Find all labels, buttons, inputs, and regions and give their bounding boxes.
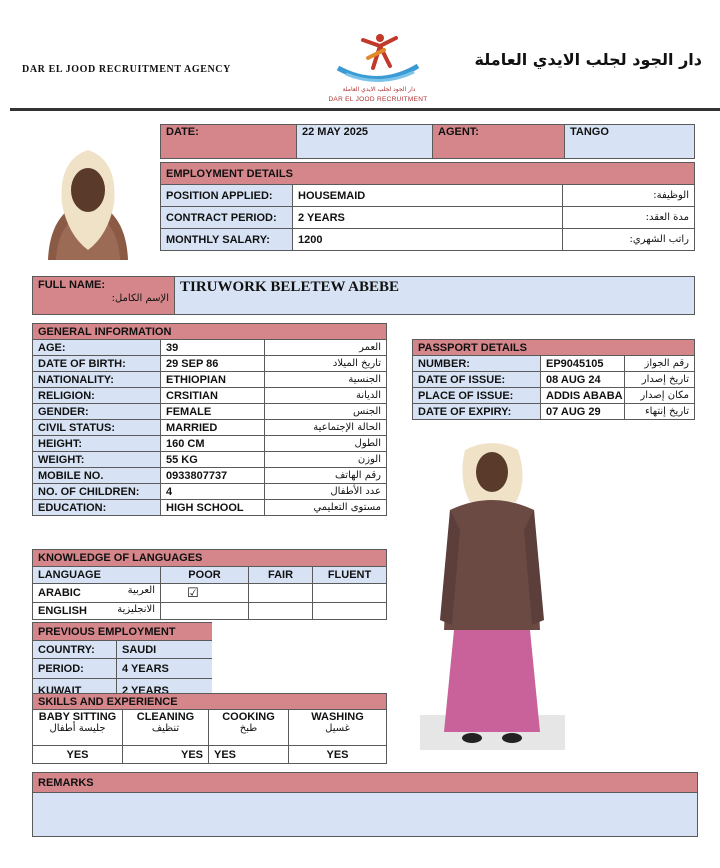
passport-row-value: ADDIS ABABA — [541, 388, 625, 404]
general-info-row-label: EDUCATION: — [33, 500, 161, 516]
logo-text-arabic: دار الجود لجلب الايدي العاملة — [342, 86, 416, 93]
full-body-photo — [420, 440, 565, 750]
skill-cooking-value: YES — [209, 746, 289, 764]
language-name-arabic: ARABIC — [38, 587, 81, 599]
previous-employment-title: PREVIOUS EMPLOYMENT — [33, 623, 213, 641]
previous-country2-value: 2 YEARS — [117, 679, 213, 694]
english-poor-cell — [161, 603, 249, 620]
salary-value: 1200 — [293, 229, 563, 251]
passport-details-title: PASSPORT DETAILS — [413, 340, 695, 356]
date-label: DATE: — [161, 125, 297, 159]
passport-row-value: EP9045105 — [541, 356, 625, 372]
general-info-row-label-ar: الديانة — [265, 388, 387, 404]
passport-row-label: PLACE OF ISSUE: — [413, 388, 541, 404]
skill-cleaning-label-ar: تنظيف — [151, 723, 180, 734]
general-info-row-label: HEIGHT: — [33, 436, 161, 452]
full-name-table — [32, 276, 695, 315]
general-info-row-value: 160 CM — [161, 436, 265, 452]
general-info-row-value: 55 KG — [161, 452, 265, 468]
passport-details-table — [412, 339, 695, 420]
general-info-row-value: 29 SEP 86 — [161, 356, 265, 372]
general-info-row-label: RELIGION: — [33, 388, 161, 404]
general-info-row-label-ar: الوزن — [265, 452, 387, 468]
skill-babysitting-label: BABY SITTING — [38, 711, 117, 723]
remarks-title: REMARKS — [33, 773, 698, 793]
general-information-title: GENERAL INFORMATION — [33, 324, 387, 340]
contract-label-ar: مدة العقد: — [563, 207, 695, 229]
contract-label: CONTRACT PERIOD: — [161, 207, 293, 229]
languages-table — [32, 549, 387, 620]
passport-row-value: 07 AUG 29 — [541, 404, 625, 420]
general-info-row-value: HIGH SCHOOL — [161, 500, 265, 516]
skill-cleaning-label: CLEANING — [136, 711, 195, 723]
arabic-fair-cell — [249, 584, 313, 603]
arabic-fluent-cell — [313, 584, 387, 603]
skill-cleaning-value: YES — [123, 746, 209, 764]
position-label-ar: الوظيفة: — [563, 185, 695, 207]
passport-row-label: DATE OF EXPIRY: — [413, 404, 541, 420]
previous-period-label: PERIOD: — [33, 659, 117, 679]
general-info-row-label: GENDER: — [33, 404, 161, 420]
general-info-row-value: FEMALE — [161, 404, 265, 420]
general-info-row-value: MARRIED — [161, 420, 265, 436]
general-info-row-label-ar: العمر — [265, 340, 387, 356]
agency-name-english: DAR EL JOOD RECRUITMENT AGENCY — [22, 64, 231, 75]
passport-row-label-ar: تاريخ إنتهاء — [625, 404, 695, 420]
general-info-row-label: MOBILE NO. — [33, 468, 161, 484]
english-fair-cell — [249, 603, 313, 620]
previous-country2-label: KUWAIT — [33, 679, 117, 694]
agent-value: TANGO — [565, 125, 695, 159]
remarks-value — [33, 793, 698, 837]
general-info-row-label: NATIONALITY: — [33, 372, 161, 388]
remarks-table — [32, 772, 698, 837]
previous-country-value: SAUDI — [117, 641, 213, 659]
language-name-arabic-ar: العربية — [127, 585, 155, 596]
general-info-row-label-ar: الحالة الإجتماعية — [265, 420, 387, 436]
general-info-row-value: 0933807737 — [161, 468, 265, 484]
general-info-row-label-ar: رقم الهاتف — [265, 468, 387, 484]
skill-cooking-label: COOKING — [222, 711, 275, 723]
general-info-row-value: 39 — [161, 340, 265, 356]
passport-row-label-ar: تاريخ إصدار — [625, 372, 695, 388]
general-info-row-label-ar: الجنسية — [265, 372, 387, 388]
employment-details-table — [160, 162, 695, 251]
english-fluent-cell — [313, 603, 387, 620]
agent-label: AGENT: — [433, 125, 565, 159]
full-name-label: FULL NAME: — [38, 279, 106, 291]
languages-header-fair: FAIR — [249, 567, 313, 584]
previous-employment-table — [32, 622, 212, 693]
headshot-photo — [28, 140, 148, 260]
employment-details-title: EMPLOYMENT DETAILS — [161, 163, 695, 185]
salary-label-ar: راتب الشهري: — [563, 229, 695, 251]
skill-washing-label-ar: غسيل — [325, 723, 350, 734]
skill-washing-value: YES — [289, 746, 387, 764]
general-info-row-label-ar: الطول — [265, 436, 387, 452]
skill-cooking-label-ar: طبخ — [239, 723, 258, 734]
languages-header-poor: POOR — [161, 567, 249, 584]
previous-period-value: 4 YEARS — [117, 659, 213, 679]
contract-value: 2 YEARS — [293, 207, 563, 229]
general-info-row-label: DATE OF BIRTH: — [33, 356, 161, 372]
passport-row-value: 08 AUG 24 — [541, 372, 625, 388]
header-divider — [10, 108, 720, 111]
agency-name-arabic: دار الجود لجلب الايدي العاملة — [474, 50, 702, 69]
full-name-label-ar: الإسم الكامل: — [111, 293, 169, 304]
logo-icon — [318, 28, 438, 88]
general-information-table — [32, 323, 387, 516]
general-info-row-label: CIVIL STATUS: — [33, 420, 161, 436]
general-info-row-label: WEIGHT: — [33, 452, 161, 468]
general-info-row-value: 4 — [161, 484, 265, 500]
general-info-row-value: ETHIOPIAN — [161, 372, 265, 388]
languages-header-fluent: FLUENT — [313, 567, 387, 584]
general-info-row-label: NO. OF CHILDREN: — [33, 484, 161, 500]
logo-text-english: DAR EL JOOD RECRUITMENT — [328, 96, 428, 103]
date-value: 22 MAY 2025 — [297, 125, 433, 159]
general-info-row-label-ar: الجنس — [265, 404, 387, 420]
passport-row-label: NUMBER: — [413, 356, 541, 372]
language-name-english: ENGLISH — [38, 605, 87, 617]
skill-babysitting-value: YES — [33, 746, 123, 764]
previous-employment-section — [32, 622, 212, 693]
arabic-poor-checkbox: ☑ — [161, 584, 249, 603]
language-name-english-ar: الانجليزية — [117, 604, 155, 615]
passport-row-label: DATE OF ISSUE: — [413, 372, 541, 388]
skill-washing-label: WASHING — [311, 711, 364, 723]
agency-logo — [318, 28, 438, 110]
passport-row-label-ar: مكان إصدار — [625, 388, 695, 404]
skills-title: SKILLS AND EXPERIENCE — [33, 694, 387, 710]
passport-row-label-ar: رقم الجواز — [625, 356, 695, 372]
previous-country-label: COUNTRY: — [33, 641, 117, 659]
general-info-row-label-ar: عدد الأطفال — [265, 484, 387, 500]
date-agent-table — [160, 124, 695, 159]
languages-header-language: LANGUAGE — [33, 567, 161, 584]
general-info-row-label-ar: مستوى التعليمي — [265, 500, 387, 516]
position-label: POSITION APPLIED: — [161, 185, 293, 207]
skill-babysitting-label-ar: جليسة أطفال — [49, 723, 106, 734]
salary-label: MONTHLY SALARY: — [161, 229, 293, 251]
general-info-row-value: CRSITIAN — [161, 388, 265, 404]
general-info-row-label-ar: تاريخ الميلاد — [265, 356, 387, 372]
languages-title: KNOWLEDGE OF LANGUAGES — [33, 550, 387, 567]
position-value: HOUSEMAID — [293, 185, 563, 207]
general-info-row-label: AGE: — [33, 340, 161, 356]
skills-table — [32, 693, 387, 764]
full-name-value: TIRUWORK BELETEW ABEBE — [175, 277, 695, 315]
